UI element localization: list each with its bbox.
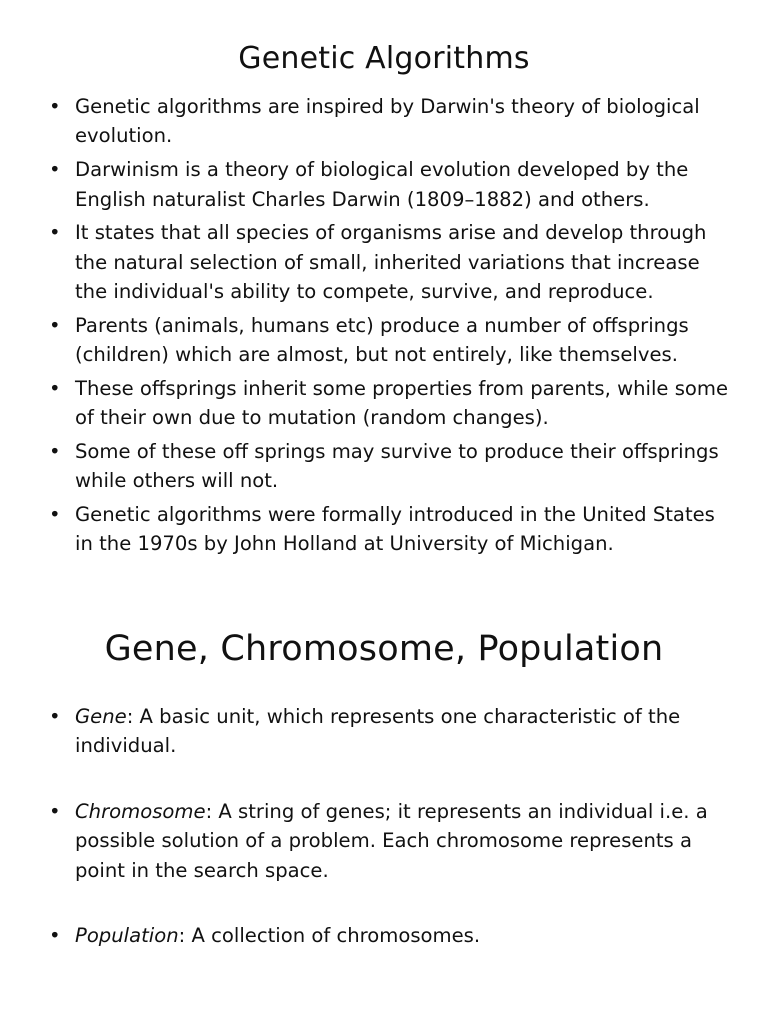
slide-gene-chromosome-population	[0, 608, 768, 986]
bullet-item-population	[0, 921, 768, 950]
bullet-item	[0, 218, 768, 306]
bullet-text: Genetic algorithms were formally introduced in the United States in the 1970s by John Holland at University of Michigan.	[75, 503, 715, 556]
bullet-icon: •	[49, 705, 61, 728]
bullet-icon: •	[49, 158, 61, 182]
bullet-item	[0, 437, 768, 496]
bullet-list	[0, 92, 768, 559]
bullet-text: Darwinism is a theory of biological evolution developed by the English naturalist Charles Darwin (1809–1882) and others.	[75, 158, 689, 211]
bullet-icon: •	[49, 221, 61, 245]
bullet-text: Parents (animals, humans etc) produce a number of offsprings (children) which are almost, but not entirely, like themselves.	[75, 313, 689, 367]
definition-gene: : A basic unit, which represents one characteristic of the individual.	[75, 705, 681, 758]
bullet-icon: •	[49, 924, 61, 948]
bullet-item	[0, 92, 768, 151]
bullet-text: Genetic algorithms are inspired by Darwin's theory of biological evolution.	[75, 95, 700, 148]
bullet-item-gene	[0, 702, 768, 761]
bullet-icon: •	[49, 313, 61, 337]
slide-title: Gene, Chromosome, Population	[104, 629, 664, 669]
bullet-item-chromosome	[0, 797, 768, 885]
term-chromosome: Chromosome	[75, 799, 206, 823]
bullet-text: These offsprings inherit some properties from parents, while some of their own due to mutation (random changes).	[75, 376, 729, 430]
bullet-icon: •	[49, 439, 61, 463]
bullet-item	[0, 500, 768, 559]
bullet-text: It states that all species of organisms arise and develop through the natural selection of small, inherited variations that increase the individual's ability to compete, survive, and reproduce.	[75, 221, 707, 304]
bullet-item	[0, 155, 768, 214]
bullet-list	[0, 702, 768, 950]
bullet-icon: •	[49, 799, 61, 823]
term-population: Population	[75, 924, 179, 948]
bullet-item	[0, 374, 768, 433]
bullet-icon: •	[49, 95, 61, 118]
bullet-icon: •	[49, 376, 61, 400]
bullet-item	[0, 311, 768, 370]
bullet-icon: •	[49, 503, 61, 527]
definition-chromosome: : A string of genes; it represents an individual i.e. a possible solution of a problem. Each chromosome represents a point in the search space.	[75, 799, 708, 882]
definition-population: : A collection of chromosomes.	[178, 924, 481, 948]
term-gene: Gene	[75, 705, 127, 728]
slide-title: Genetic Algorithms	[238, 41, 530, 76]
bullet-text: Some of these off springs may survive to produce their offsprings while others will not.	[75, 439, 719, 493]
